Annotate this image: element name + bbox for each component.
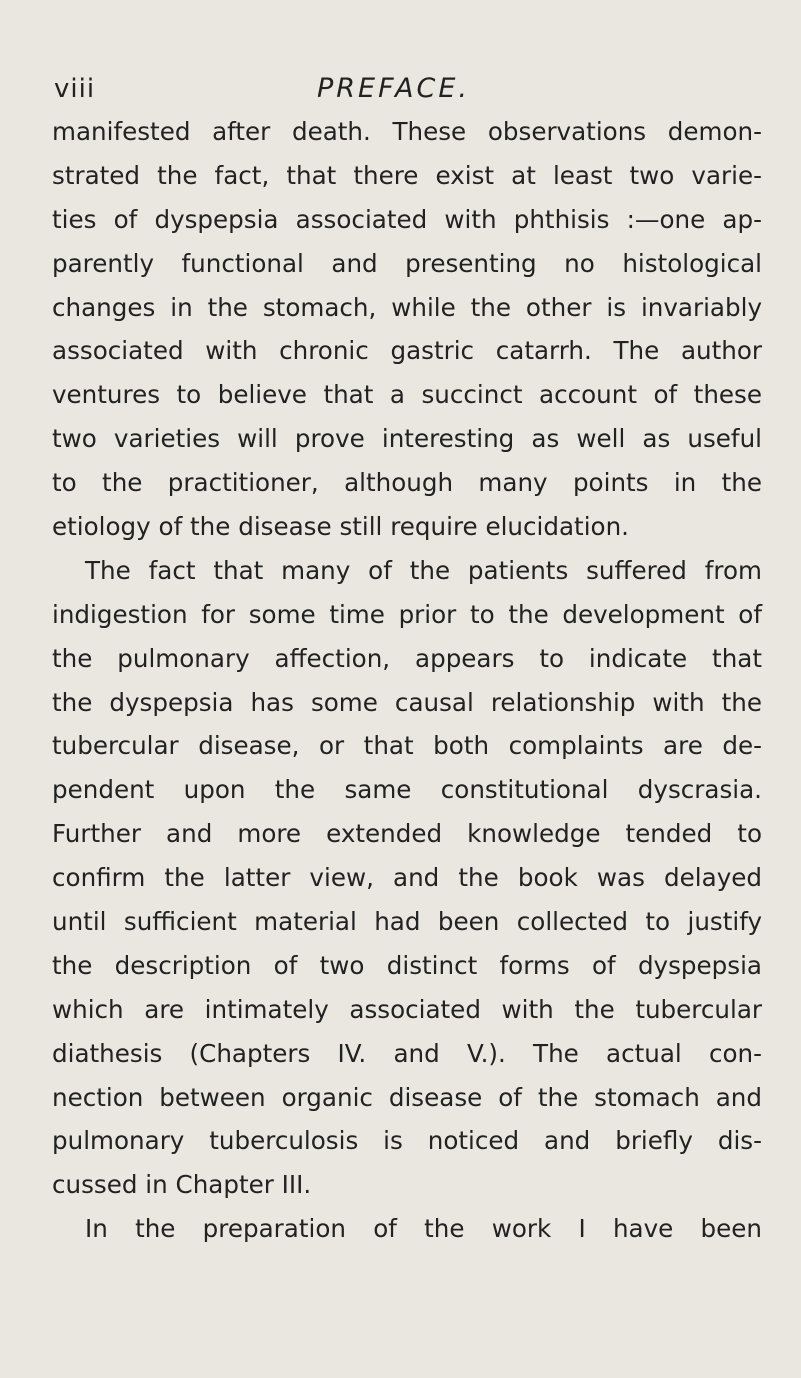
text-line: ties of dyspepsia associated with phthisis :—one ap- <box>52 204 762 234</box>
text-line: until sufficient material had been collected to justify <box>52 907 762 937</box>
page-header <box>52 72 762 110</box>
text-line: to the practitioner, although many points in the <box>52 468 762 498</box>
text-line: changes in the stomach, while the other is invariably <box>52 292 762 322</box>
text-line: confirm the latter view, and the book was delayed <box>52 863 762 893</box>
body-text <box>52 110 762 1251</box>
paragraph-end-line: etiology of the disease still require elucidation. <box>52 512 629 542</box>
text-line: indigestion for some time prior to the development of <box>52 599 762 629</box>
text-line: parently functional and presenting no histological <box>52 248 762 278</box>
text-line: two varieties will prove interesting as well as useful <box>52 424 762 454</box>
text-line: ventures to believe that a succinct account of these <box>52 380 762 410</box>
paragraph-start-line: The fact that many of the patients suffered from <box>85 555 762 585</box>
text-line: the dyspepsia has some causal relationship with the <box>52 687 762 717</box>
text-line: which are intimately associated with the tubercular <box>52 994 762 1024</box>
text-line: the description of two distinct forms of dyspepsia <box>52 950 762 980</box>
text-line: diathesis (Chapters IV. and V.). The actual con- <box>52 1038 762 1068</box>
paragraph-end-line: cussed in Chapter III. <box>52 1170 312 1200</box>
text-line: associated with chronic gastric catarrh. The author <box>52 336 762 366</box>
text-line: Further and more extended knowledge tended to <box>52 819 762 849</box>
text-line: pendent upon the same constitutional dyscrasia. <box>52 775 762 805</box>
text-line: manifested after death. These observations demon- <box>52 117 762 146</box>
paragraph-start-line: In the preparation of the work I have been <box>85 1214 762 1244</box>
page-number: viii <box>54 74 96 104</box>
text-line: nection between organic disease of the stomach and <box>52 1082 762 1112</box>
running-title: PREFACE. <box>317 73 471 104</box>
text-line: pulmonary tuberculosis is noticed and briefly dis- <box>52 1126 762 1156</box>
text-line: strated the fact, that there exist at least two varie- <box>52 160 762 190</box>
text-line: tubercular disease, or that both complaints are de- <box>52 731 762 761</box>
text-line: the pulmonary affection, appears to indicate that <box>52 643 762 673</box>
